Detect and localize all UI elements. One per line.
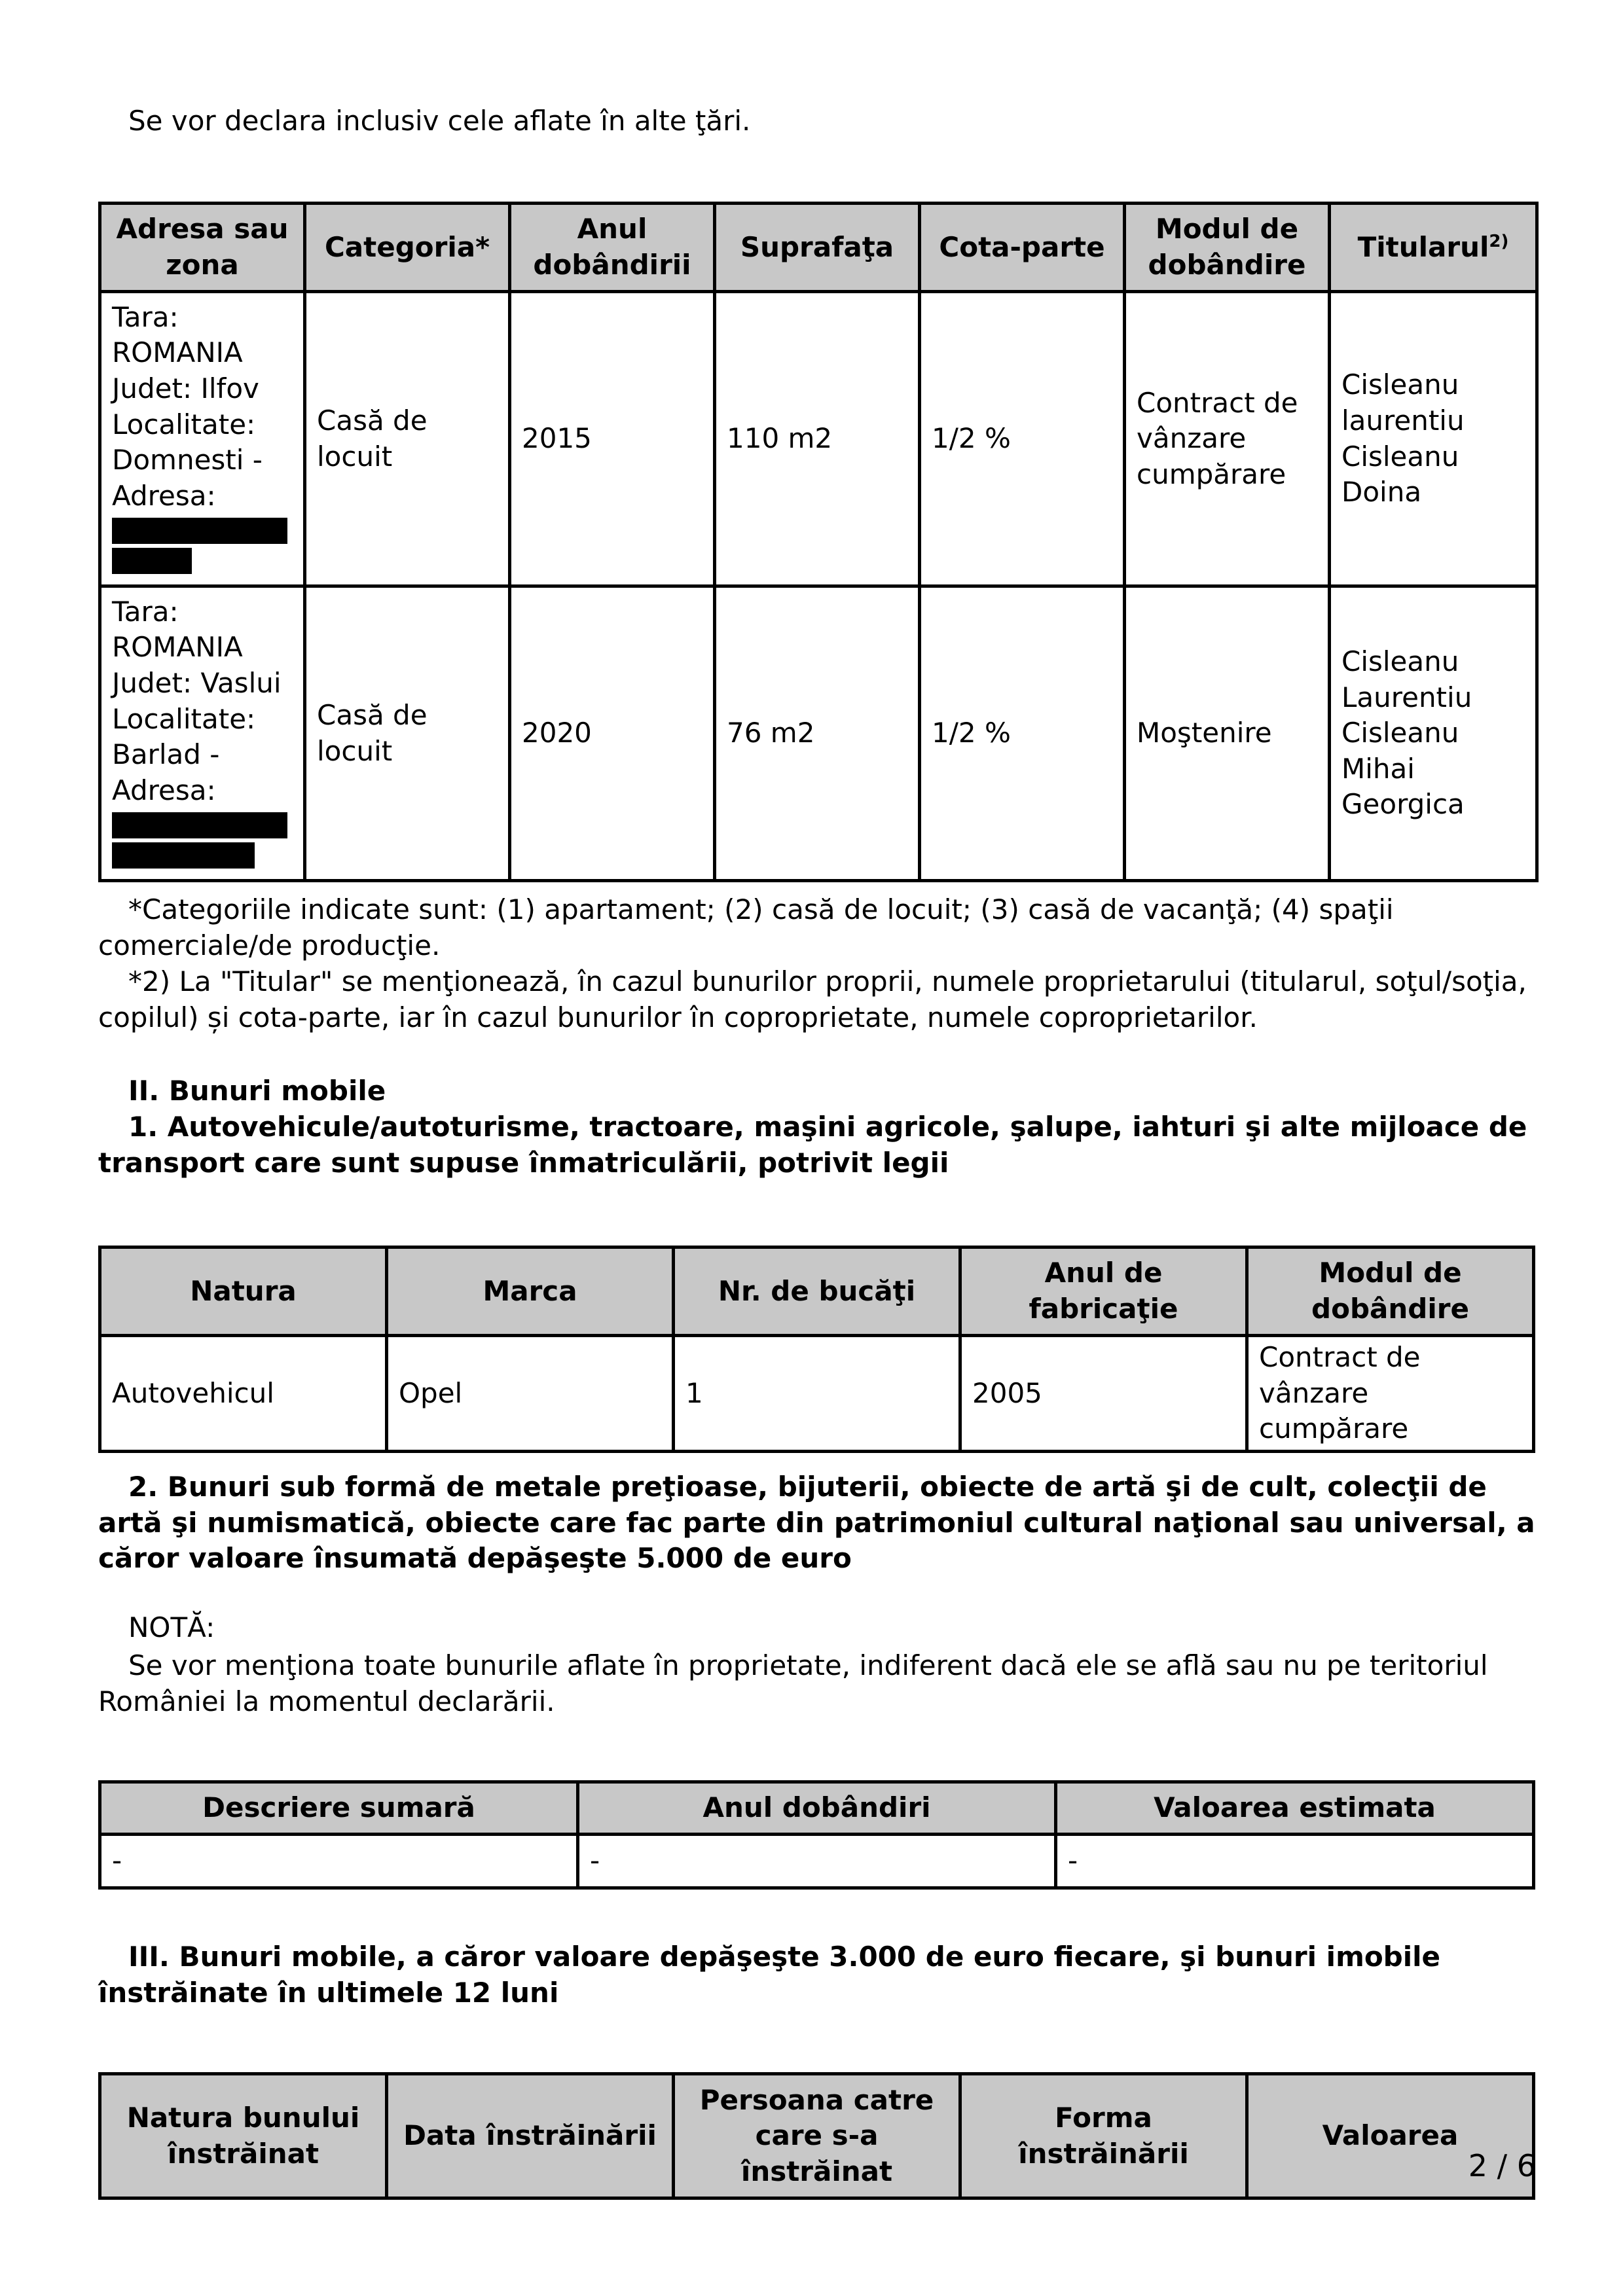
col-header-holder	[1330, 204, 1537, 292]
table-row	[100, 1336, 1534, 1452]
section-title: III. Bunuri mobile, a căror valoare depăşeşte 3.000 de euro fiecare, şi bunuri imobile înstrăinate în ultimele 12 luni	[98, 1941, 1441, 2009]
page-number: 2 / 6	[1468, 2148, 1536, 2183]
category-cell: Casă de locuit	[305, 586, 510, 881]
value-cell: -	[1056, 1835, 1534, 1888]
mode-cell: Moştenire	[1125, 586, 1330, 881]
address-cell	[100, 292, 305, 586]
category-cell: Casă de locuit	[305, 292, 510, 586]
table-row	[100, 586, 1537, 881]
vehicles-table	[98, 1246, 1535, 1453]
mode-cell: Contract de vânzare cumpărare	[1247, 1336, 1534, 1452]
nota-label: NOTĂ:	[128, 1611, 215, 1643]
nota-text: Se vor menţiona toate bunurile aflate în proprietate, indiferent dacă ele se află sau nu pe teritoriul României la momentul declarării.	[98, 1649, 1488, 1717]
address-line: Adresa:	[112, 774, 216, 806]
subsection-title: 1. Autovehicule/autoturisme, tractoare, maşini agricole, şalupe, iahturi şi alte mijloace de transport care sunt supuse înmatriculării, potrivit legii	[98, 1111, 1527, 1179]
col-header-nature: Natura	[100, 1247, 387, 1336]
year-cell: 2020	[510, 586, 715, 881]
table-header-row	[100, 1782, 1534, 1835]
col-header-description: Descriere sumară	[100, 1782, 578, 1835]
table-row	[100, 292, 1537, 586]
nature-cell: Autovehicul	[100, 1336, 387, 1452]
address-line: Tara: ROMANIA	[112, 595, 243, 664]
redacted-block	[112, 518, 287, 544]
table-header-row	[100, 1247, 1534, 1336]
holder-cell: Cisleanu Laurentiu Cisleanu Mihai Georgica	[1330, 586, 1537, 881]
col-header-year: Anul dobândiri	[578, 1782, 1056, 1835]
table-header-row	[100, 204, 1537, 292]
col-header-category: Categoria*	[305, 204, 510, 292]
valuables-table	[98, 1780, 1535, 1890]
col-header-mode: Modul de dobândire	[1247, 1247, 1534, 1336]
col-header-nature: Natura bunului înstrăinat	[100, 2074, 387, 2198]
address-line: Judet: Ilfov	[112, 372, 259, 404]
col-header-share: Cota-parte	[920, 204, 1125, 292]
col-header-year: Anul dobândirii	[510, 204, 715, 292]
address-line: Tara: ROMANIA	[112, 300, 243, 369]
col-header-value: Valoarea estimata	[1056, 1782, 1534, 1835]
col-header-date: Data înstrăinării	[387, 2074, 674, 2198]
holder-header-label: Titularul	[1357, 230, 1489, 263]
redacted-block	[112, 842, 255, 869]
address-cell	[100, 586, 305, 881]
subsection-title: 2. Bunuri sub formă de metale preţioase, bijuterii, obiecte de artă şi de cult, colecţii de artă şi numismatică, obiecte care fac parte din patrimoniul cultural naţional sau universal, a căror valoare însumată depăşeşte 5.000 de euro	[98, 1471, 1535, 1575]
brand-cell: Opel	[387, 1336, 674, 1452]
address-line: Localitate: Domnesti -	[112, 408, 263, 476]
count-cell: 1	[674, 1336, 960, 1452]
area-cell: 76 m2	[715, 586, 920, 881]
col-header-count: Nr. de bucăţi	[674, 1247, 960, 1336]
table-header-row	[100, 2074, 1534, 2198]
redacted-block	[112, 812, 287, 838]
address-line: Adresa:	[112, 479, 216, 512]
year-cell: 2005	[960, 1336, 1247, 1452]
col-header-value: Valoarea	[1247, 2074, 1534, 2198]
col-header-person: Persoana catre care s-a înstrăinat	[674, 2074, 960, 2198]
footnote-categories: *Categoriile indicate sunt: (1) apartament; (2) casă de locuit; (3) casă de vacanţă; (4) spaţii comerciale/de producţie.	[98, 893, 1394, 961]
real-estate-table	[98, 202, 1539, 882]
share-cell: 1/2 %	[920, 586, 1125, 881]
col-header-address: Adresa sau zona	[100, 204, 305, 292]
col-header-area: Suprafaţa	[715, 204, 920, 292]
intro-note: Se vor declara inclusiv cele aflate în alte ţări.	[128, 105, 751, 137]
footnote-titular: *2) La "Titular" se menţionează, în cazul bunurilor proprii, numele proprietarului (titularul, soţul/soţia, copilul) și cota-parte, iar în cazul bunurilor în coproprietate, numele coproprietarilor.	[98, 965, 1527, 1033]
description-cell: -	[100, 1835, 578, 1888]
col-header-brand: Marca	[387, 1247, 674, 1336]
area-cell: 110 m2	[715, 292, 920, 586]
redacted-block	[112, 548, 192, 574]
col-header-mode: Modul de dobândire	[1125, 204, 1330, 292]
table-row	[100, 1835, 1534, 1888]
holder-footnote-mark: 2)	[1489, 231, 1509, 251]
share-cell: 1/2 %	[920, 292, 1125, 586]
year-cell: 2015	[510, 292, 715, 586]
holder-cell: Cisleanu laurentiu Cisleanu Doina	[1330, 292, 1537, 586]
mode-cell: Contract de vânzare cumpărare	[1125, 292, 1330, 586]
alienated-table	[98, 2072, 1535, 2200]
col-header-form: Forma înstrăinării	[960, 2074, 1247, 2198]
year-cell: -	[578, 1835, 1056, 1888]
address-line: Judet: Vaslui	[112, 666, 282, 699]
col-header-year: Anul de fabricaţie	[960, 1247, 1247, 1336]
address-line: Localitate: Barlad -	[112, 702, 256, 771]
section-title: II. Bunuri mobile	[128, 1075, 386, 1107]
